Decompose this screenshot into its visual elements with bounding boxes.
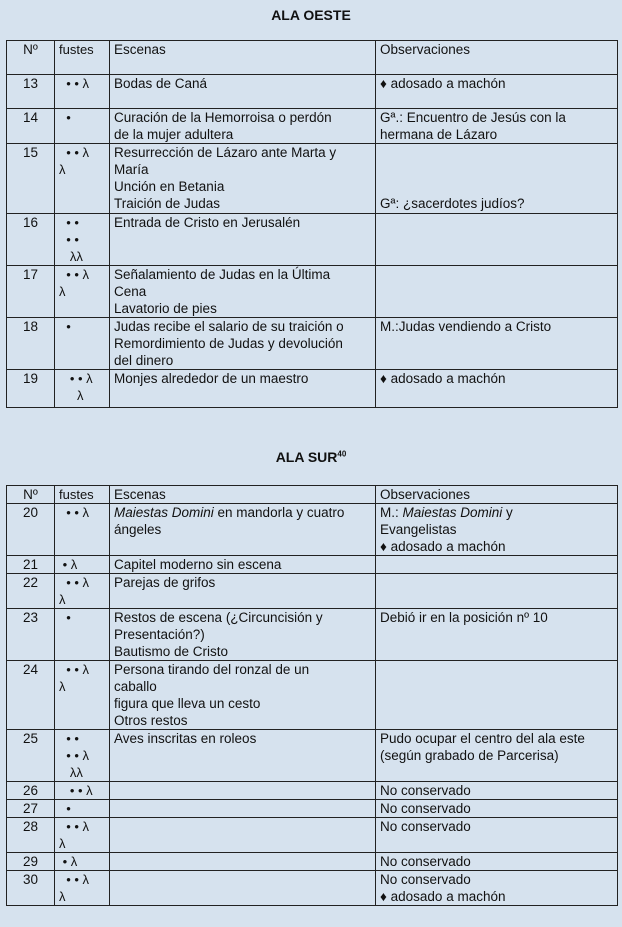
row-number: 23 <box>7 609 55 661</box>
fustes-line: • <box>59 610 71 625</box>
section-title-sur <box>0 449 622 465</box>
observaciones-cell <box>376 782 618 800</box>
fustes-line: λ <box>59 679 66 694</box>
escenas-line: Judas recibe el salario de su traición o <box>114 319 344 334</box>
fustes-cell <box>55 556 110 574</box>
observaciones-cell <box>376 800 618 818</box>
observaciones-line: No conservado <box>380 801 471 816</box>
escenas-line: María <box>114 162 149 177</box>
escenas-line: Cena <box>114 284 147 299</box>
table-row <box>7 318 618 370</box>
escenas-line: Resurrección de Lázaro ante Marta y <box>114 145 337 160</box>
escenas-cell <box>110 800 376 818</box>
fustes-cell <box>55 730 110 782</box>
fustes-cell <box>55 370 110 408</box>
observaciones-line: Gª.: Encuentro de Jesús con la <box>380 110 566 125</box>
section-title-sur-text: ALA SUR <box>275 449 338 465</box>
observaciones-line: M.: Maiestas Domini y <box>380 505 513 520</box>
escenas-line: Aves inscritas en roleos <box>114 731 257 746</box>
escenas-cell <box>110 818 376 853</box>
fustes-line: • • λ <box>59 145 90 160</box>
italic-text: Maiestas Domini <box>402 505 503 520</box>
row-number: 25 <box>7 730 55 782</box>
escenas-line: Unción en Betania <box>114 179 225 194</box>
observaciones-line: Pudo ocupar el centro del ala este <box>380 731 585 746</box>
escenas-cell <box>110 609 376 661</box>
observaciones-cell <box>376 370 618 408</box>
fustes-line: • λ <box>59 557 78 572</box>
observaciones-line: No conservado <box>380 854 471 869</box>
escenas-line: ángeles <box>114 522 162 537</box>
column-header: fustes <box>55 486 110 504</box>
fustes-cell <box>55 504 110 556</box>
table-row <box>7 214 618 266</box>
row-number: 13 <box>7 75 55 109</box>
escenas-cell <box>110 661 376 730</box>
escenas-line: Presentación?) <box>114 627 205 642</box>
observaciones-line <box>380 178 613 195</box>
escenas-cell <box>110 556 376 574</box>
footnote-ref: 40 <box>337 449 347 459</box>
fustes-cell <box>55 853 110 871</box>
escenas-line: Otros restos <box>114 713 188 728</box>
escenas-cell <box>110 318 376 370</box>
column-header: Observaciones <box>376 41 618 75</box>
escenas-line: Remordimiento de Judas y devolución <box>114 336 343 351</box>
observaciones-line: M.:Judas vendiendo a Cristo <box>380 319 552 334</box>
row-number: 17 <box>7 266 55 318</box>
escenas-line: Bautismo de Cristo <box>114 644 229 659</box>
table-row <box>7 782 618 800</box>
observaciones-cell <box>376 871 618 906</box>
table-row <box>7 144 618 214</box>
escenas-line: Monjes alrededor de un maestro <box>114 371 309 386</box>
fustes-cell <box>55 782 110 800</box>
observaciones-line: Gª: ¿sacerdotes judíos? <box>380 196 525 211</box>
fustes-line: • • λ <box>59 371 93 386</box>
table-row <box>7 853 618 871</box>
escenas-line: Traición de Judas <box>114 196 221 211</box>
fustes-line: λλ <box>59 249 83 264</box>
escenas-line: Señalamiento de Judas en la Última <box>114 267 331 282</box>
table-row <box>7 75 618 109</box>
observaciones-cell <box>376 504 618 556</box>
fustes-line: • λ <box>59 854 78 869</box>
observaciones-line: ♦ adosado a machón <box>380 539 506 554</box>
table-row <box>7 800 618 818</box>
table-sur <box>6 485 618 906</box>
observaciones-line: No conservado <box>380 819 471 834</box>
observaciones-line <box>380 144 613 161</box>
observaciones-line: ♦ adosado a machón <box>380 889 506 904</box>
table-row <box>7 730 618 782</box>
observaciones-line: Evangelistas <box>380 522 457 537</box>
escenas-line: Capitel moderno sin escena <box>114 557 282 572</box>
fustes-line: • • λ <box>59 575 90 590</box>
table-row <box>7 504 618 556</box>
table-row <box>7 574 618 609</box>
fustes-line: • • λ <box>59 662 90 677</box>
observaciones-cell <box>376 75 618 109</box>
escenas-cell <box>110 782 376 800</box>
row-number: 20 <box>7 504 55 556</box>
row-number: 24 <box>7 661 55 730</box>
column-header: Observaciones <box>376 486 618 504</box>
fustes-cell <box>55 574 110 609</box>
section-title-oeste: ALA OESTE <box>271 7 351 23</box>
fustes-line: • • λ <box>59 872 90 887</box>
observaciones-cell <box>376 266 618 318</box>
column-header: Escenas <box>110 486 376 504</box>
row-number: 30 <box>7 871 55 906</box>
fustes-line: • <box>59 801 71 816</box>
fustes-line: • • λ <box>59 783 93 798</box>
observaciones-cell <box>376 661 618 730</box>
escenas-line: Lavatorio de pies <box>114 301 217 316</box>
fustes-cell <box>55 214 110 266</box>
row-number: 15 <box>7 144 55 214</box>
fustes-line: λ <box>59 889 66 904</box>
escenas-cell <box>110 109 376 144</box>
fustes-line: • • <box>59 215 79 230</box>
fustes-line: • • λ <box>59 819 90 834</box>
observaciones-cell <box>376 556 618 574</box>
column-header: Nº <box>7 486 55 504</box>
fustes-cell <box>55 318 110 370</box>
fustes-cell <box>55 609 110 661</box>
escenas-line: Restos de escena (¿Circuncisión y <box>114 610 323 625</box>
observaciones-line: (según grabado de Parcerisa) <box>380 748 559 763</box>
observaciones-cell <box>376 818 618 853</box>
escenas-cell <box>110 75 376 109</box>
fustes-line: λ <box>59 162 66 177</box>
fustes-cell <box>55 75 110 109</box>
observaciones-line: No conservado <box>380 783 471 798</box>
observaciones-cell <box>376 109 618 144</box>
escenas-line: figura que lleva un cesto <box>114 696 261 711</box>
observaciones-cell <box>376 144 618 214</box>
observaciones-line: ♦ adosado a machón <box>380 76 506 91</box>
column-header: fustes <box>55 41 110 75</box>
escenas-line: Curación de la Hemorroisa o perdón <box>114 110 332 125</box>
table-row <box>7 109 618 144</box>
fustes-cell <box>55 818 110 853</box>
fustes-line: • <box>59 110 71 125</box>
row-number: 28 <box>7 818 55 853</box>
table-header-row <box>7 41 618 75</box>
fustes-line: λλ <box>59 765 83 780</box>
escenas-cell <box>110 853 376 871</box>
observaciones-cell <box>376 214 618 266</box>
observaciones-cell <box>376 574 618 609</box>
fustes-line: • • <box>59 232 79 247</box>
row-number: 18 <box>7 318 55 370</box>
row-number: 29 <box>7 853 55 871</box>
fustes-line: λ <box>59 836 66 851</box>
observaciones-cell <box>376 853 618 871</box>
escenas-cell <box>110 370 376 408</box>
fustes-line: • • λ <box>59 505 90 520</box>
fustes-cell <box>55 800 110 818</box>
row-number: 19 <box>7 370 55 408</box>
row-number: 22 <box>7 574 55 609</box>
fustes-cell <box>55 266 110 318</box>
fustes-line: λ <box>59 388 84 403</box>
observaciones-line: No conservado <box>380 872 471 887</box>
escenas-line: caballo <box>114 679 157 694</box>
row-number: 14 <box>7 109 55 144</box>
escenas-cell <box>110 266 376 318</box>
observaciones-line: ♦ adosado a machón <box>380 371 506 386</box>
fustes-line: λ <box>59 592 66 607</box>
escenas-line: Persona tirando del ronzal de un <box>114 662 310 677</box>
fustes-line: λ <box>59 284 66 299</box>
fustes-line: • • λ <box>59 748 90 763</box>
italic-text: Maiestas Domini <box>114 505 214 520</box>
escenas-cell <box>110 214 376 266</box>
observaciones-cell <box>376 318 618 370</box>
column-header: Escenas <box>110 41 376 75</box>
escenas-cell <box>110 144 376 214</box>
column-header: Nº <box>7 41 55 75</box>
table-row <box>7 661 618 730</box>
fustes-cell <box>55 109 110 144</box>
observaciones-line <box>380 161 613 178</box>
escenas-cell <box>110 871 376 906</box>
row-number: 21 <box>7 556 55 574</box>
observaciones-cell <box>376 730 618 782</box>
fustes-cell <box>55 144 110 214</box>
fustes-line: • • λ <box>59 267 90 282</box>
table-row <box>7 871 618 906</box>
table-row <box>7 818 618 853</box>
escenas-line: Entrada de Cristo en Jerusalén <box>114 215 301 230</box>
row-number: 27 <box>7 800 55 818</box>
fustes-line: • • λ <box>59 76 90 91</box>
table-row <box>7 370 618 408</box>
row-number: 16 <box>7 214 55 266</box>
observaciones-cell <box>376 609 618 661</box>
observaciones-line: Debió ir en la posición nº 10 <box>380 610 548 625</box>
fustes-cell <box>55 661 110 730</box>
escenas-line: del dinero <box>114 353 174 368</box>
fustes-cell <box>55 871 110 906</box>
observaciones-line: hermana de Lázaro <box>380 127 498 142</box>
table-header-row <box>7 486 618 504</box>
escenas-cell <box>110 730 376 782</box>
table-row <box>7 609 618 661</box>
row-number: 26 <box>7 782 55 800</box>
table-row <box>7 556 618 574</box>
escenas-line: Maiestas Domini en mandorla y cuatro <box>114 505 345 520</box>
fustes-line: • <box>59 319 71 334</box>
table-row <box>7 266 618 318</box>
escenas-cell <box>110 504 376 556</box>
escenas-cell <box>110 574 376 609</box>
escenas-line: de la mujer adultera <box>114 127 234 142</box>
escenas-line: Parejas de grifos <box>114 575 216 590</box>
escenas-line: Bodas de Caná <box>114 76 208 91</box>
fustes-line: • • <box>59 731 79 746</box>
table-oeste <box>6 40 618 408</box>
